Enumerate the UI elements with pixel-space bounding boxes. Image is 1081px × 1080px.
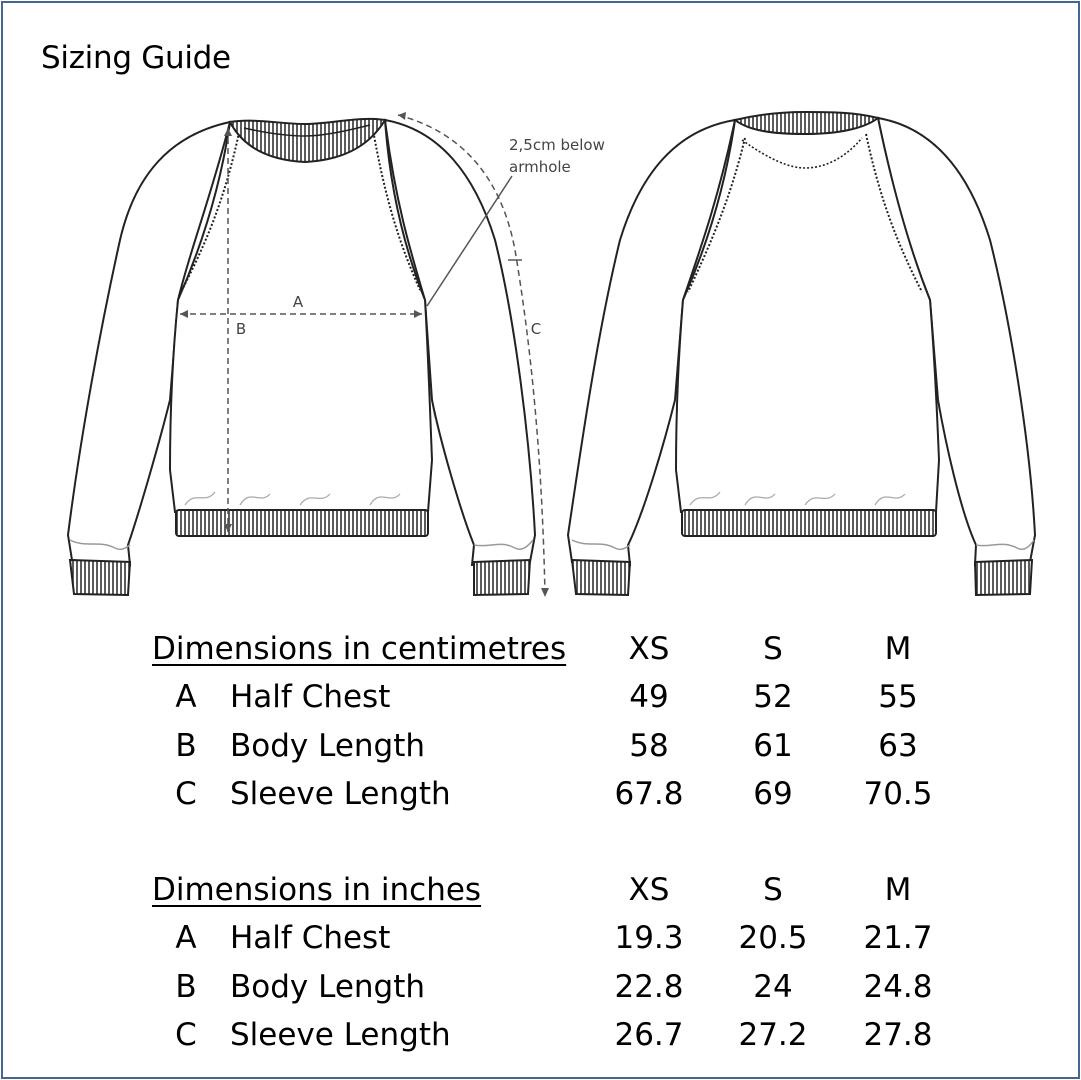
annotation-line-1: 2,5cm below: [509, 136, 605, 154]
row-label: Sleeve Length: [230, 776, 451, 812]
row-label: Body Length: [230, 969, 426, 1005]
label-a: A: [292, 293, 304, 311]
back-left-cuff: [572, 560, 630, 595]
cell-xs: 19.3: [614, 920, 684, 956]
cell-xs: 26.7: [614, 1017, 684, 1053]
cell-s: 27.2: [738, 1017, 808, 1053]
cell-s: 20.5: [738, 920, 808, 956]
cell-s: 61: [753, 728, 793, 764]
front-hem-rib: [176, 510, 428, 536]
cell-m: 21.7: [863, 920, 933, 956]
size-header-xs: XS: [628, 872, 670, 908]
table-row: [0, 1011, 1081, 1059]
cell-xs: 67.8: [614, 776, 684, 812]
table-row: [0, 673, 1081, 721]
cell-m: 24.8: [863, 969, 933, 1005]
table-header-row: [0, 866, 1081, 914]
cell-m: 63: [878, 728, 918, 764]
table-heading: Dimensions in centimetres: [152, 631, 567, 667]
back-hem-rib: [682, 510, 936, 536]
cell-xs: 22.8: [614, 969, 684, 1005]
size-header-xs: XS: [628, 631, 670, 667]
row-label: Half Chest: [230, 920, 391, 956]
front-view: [68, 112, 605, 597]
size-header-s: S: [763, 872, 783, 908]
table-row: [0, 963, 1081, 1011]
page-title: Sizing Guide: [41, 40, 231, 76]
annotation-line-2: armhole: [509, 158, 571, 176]
row-label: Sleeve Length: [230, 1017, 451, 1053]
label-b: B: [235, 320, 247, 338]
cell-xs: 49: [629, 679, 669, 715]
row-letter: B: [175, 728, 197, 764]
table-heading: Dimensions in inches: [152, 872, 482, 908]
table-row: [0, 914, 1081, 962]
back-right-cuff: [975, 560, 1032, 595]
row-letter: A: [175, 920, 197, 956]
size-header-m: M: [884, 631, 912, 667]
label-c: C: [530, 320, 542, 338]
sweatshirt-diagram: [0, 90, 1081, 610]
size-header-m: M: [884, 872, 912, 908]
table-row: [0, 770, 1081, 818]
cell-s: 69: [753, 776, 793, 812]
row-letter: B: [175, 969, 197, 1005]
front-left-cuff: [70, 560, 130, 595]
cell-xs: 58: [629, 728, 669, 764]
cell-s: 52: [753, 679, 793, 715]
front-right-cuff: [474, 560, 530, 595]
cell-m: 70.5: [863, 776, 933, 812]
table-row: [0, 722, 1081, 770]
cell-m: 55: [878, 679, 918, 715]
table-header-row: [0, 625, 1081, 673]
back-view: [568, 112, 1035, 595]
row-letter: C: [175, 776, 197, 812]
size-header-s: S: [763, 631, 783, 667]
cell-s: 24: [753, 969, 793, 1005]
row-letter: C: [175, 1017, 197, 1053]
row-label: Half Chest: [230, 679, 391, 715]
row-letter: A: [175, 679, 197, 715]
cell-m: 27.8: [863, 1017, 933, 1053]
row-label: Body Length: [230, 728, 426, 764]
